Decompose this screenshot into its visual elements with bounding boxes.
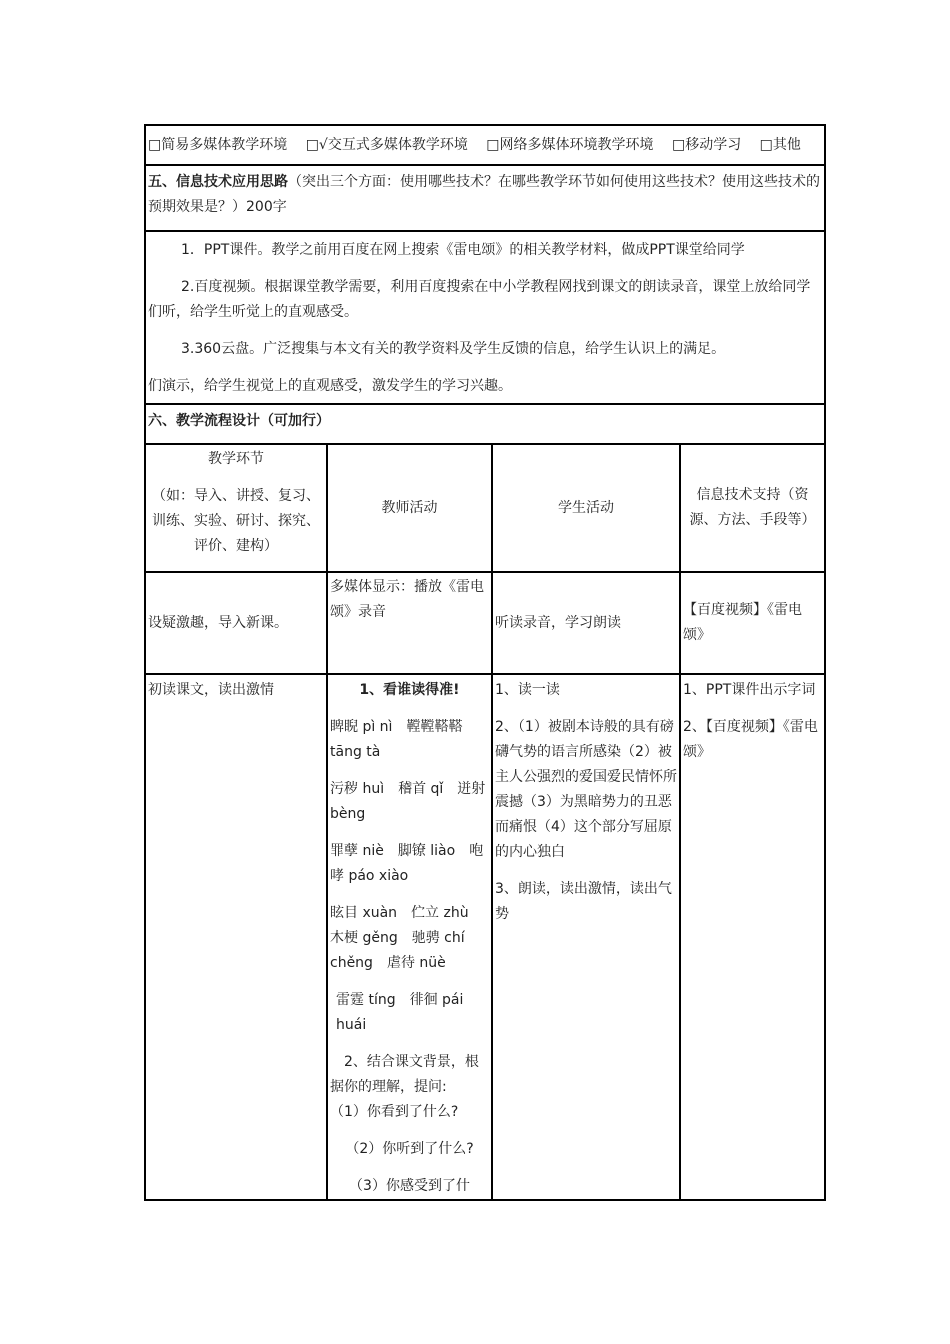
row1-student-line: 听读录音，学习朗读 [495, 614, 621, 631]
header-teacher: 教师活动 [327, 444, 492, 572]
section5-item-4: 们演示，给学生视觉上的直观感受，激发学生的学习兴趣。 [148, 378, 512, 394]
row1-tech-line: 【百度视频】《雷电颂》 [683, 602, 802, 643]
row1-tech [680, 572, 825, 674]
header-stage-title: 教学环节 [208, 451, 264, 467]
row2-teacher-line-4: 罪孽 niè 脚镣 liào 咆哮 páo xiào [330, 843, 484, 884]
env-option-network[interactable]: □网络多媒体环境教学环境 [486, 136, 654, 153]
row2-student-line-1: 1、读一读 [495, 682, 560, 698]
header-stage [145, 444, 327, 572]
env-option-interactive[interactable]: □√交互式多媒体教学环境 [305, 136, 468, 153]
row2-teacher-line-1: 1、看谁读得准! [359, 682, 460, 698]
row2-teacher-line-10: （3）你感受到了什 [349, 1178, 470, 1194]
row2-teacher-line-9: （2）你听到了什么? [345, 1141, 474, 1157]
section5-item-1: 1．PPT课件。教学之前用百度在网上搜索《雷电颂》的相关教学材料，做成PPT课堂给同学 [181, 242, 745, 258]
row1-stage: 设疑激趣，导入新课。 [145, 572, 327, 674]
header-stage-note: （如：导入、讲授、复习、训练、实验、研讨、探究、评价、建构） [152, 488, 320, 554]
row2-teacher-line-3: 污秽 huì 稽首 qǐ 迸射 bèng [330, 781, 486, 822]
section5-header-row [145, 165, 825, 231]
section5-body-row [145, 231, 825, 404]
env-option-simple[interactable]: □简易多媒体教学环境 [148, 136, 288, 153]
lesson-plan-sheet [144, 124, 824, 1201]
row2-tech-line-2: 2、【百度视频】《雷电颂》 [683, 719, 818, 760]
env-option-other[interactable]: □其他 [759, 136, 801, 153]
flow-row-1 [145, 572, 825, 674]
section5-item-3: 3.360云盘。广泛搜集与本文有关的教学资料及学生反馈的信息，给学生认识上的满足。 [181, 341, 726, 357]
row2-student [492, 674, 680, 1200]
row2-teacher-line-5: 眩目 xuàn 伫立 zhù 木梗 gěng 驰骋 chí chěng 虐待 nüè [330, 905, 483, 971]
row1-teacher-line: 多媒体显示：播放《雷电颂》录音 [330, 579, 484, 620]
section6-title: 六、教学流程设计（可加行） [145, 404, 825, 444]
row1-teacher [327, 572, 492, 674]
section5-body [145, 231, 825, 404]
environment-options [145, 125, 825, 165]
row2-teacher-line-7: 2、结合课文背景，根据你的理解，提问: [330, 1054, 479, 1095]
row1-student [492, 572, 680, 674]
row2-teacher-line-2: 睥睨 pì nì 鞺鞺鞳鞳 tāng tà [330, 719, 463, 760]
row2-stage: 初读课文，读出激情 [145, 674, 327, 1200]
section6-header-row [145, 404, 825, 444]
flow-row-2 [145, 674, 825, 1200]
row2-teacher-line-8: （1）你看到了什么? [330, 1104, 459, 1120]
header-tech: 信息技术支持（资源、方法、手段等） [680, 444, 825, 572]
section5-item-2: 2.百度视频。根据课堂教学需要，利用百度搜索在中小学教程网找到课文的朗读录音，课堂上放给同学们听，给学生听觉上的直观感受。 [148, 279, 811, 320]
flow-table-header-row [145, 444, 825, 572]
environment-row [145, 125, 825, 165]
row2-student-line-2: 2、（1）被剧本诗般的具有磅礴气势的语言所感染（2）被主人公强烈的爱国爱民情怀所震撼（3）为黑暗势力的丑恶而痛恨（4）这个部分写屈原的内心独白 [495, 719, 677, 860]
lesson-plan-table [144, 124, 826, 1201]
row2-tech-line-1: 1、PPT课件出示字词 [683, 682, 816, 698]
env-option-mobile[interactable]: □移动学习 [671, 136, 742, 153]
header-student: 学生活动 [492, 444, 680, 572]
row2-tech [680, 674, 825, 1200]
section5-desc: （突出三个方面：使用哪些技术？在哪些教学环节如何使用这些技术？使用这些技术的预期效果是？）200字 [148, 174, 820, 215]
section5-header [145, 165, 825, 231]
row2-teacher [327, 674, 492, 1200]
row2-teacher-line-6: 雷霆 tíng 徘徊 pái huái [336, 992, 464, 1033]
section5-title: 五、信息技术应用思路 [148, 174, 288, 190]
row2-student-line-3: 3、朗读，读出激情，读出气势 [495, 881, 672, 922]
